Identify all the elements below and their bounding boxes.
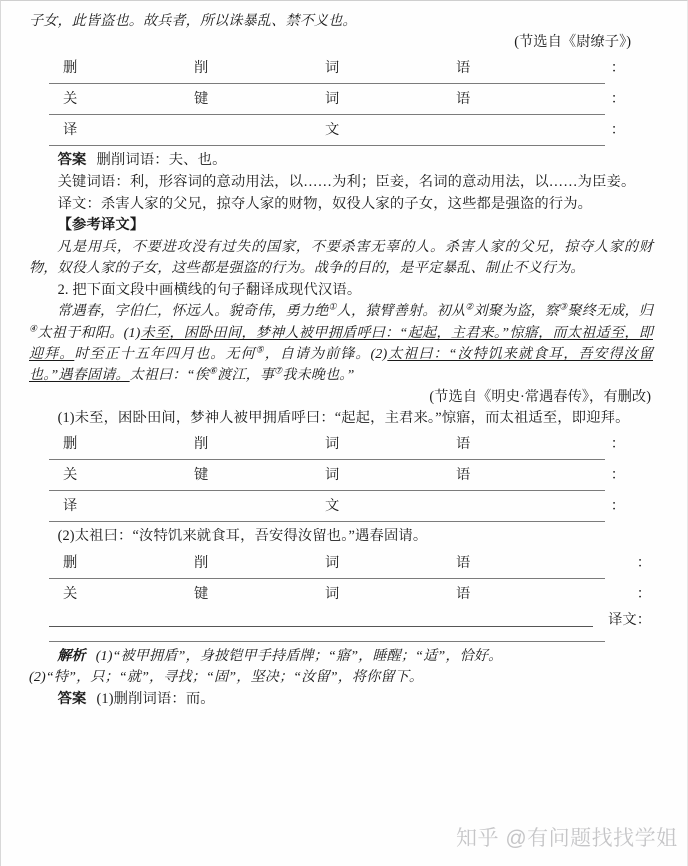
analysis-line-2: (2)“特”，只；“就”，寻找；“固”，坚决；“汝留”，将你留下。 [29, 669, 424, 686]
question-2-prompt [29, 280, 653, 302]
sub-1-text: 未至，困卧田间，梦神人被甲拥盾呼曰：“起起，主君来。”惊寤，而太祖适至，即迎拜。 [74, 409, 630, 426]
source-citation-1: (节选自《尉缭子》) [514, 34, 631, 51]
answer-blank-table-1 [29, 53, 653, 146]
cell-label: 词 [325, 436, 340, 453]
analysis-line-1: (1)“被甲拥盾”，身披铠甲手持盾牌；“寤”，睡醒；“适”，恰好。 [95, 648, 503, 664]
cell-label: 译 [63, 122, 78, 139]
cell-label: 关 [63, 586, 78, 602]
cell-label: 语 [456, 60, 471, 77]
table-row [29, 429, 653, 459]
passage-segment: 聚终无成，归 [567, 303, 654, 320]
cell-label [456, 495, 556, 515]
answer-2-block [29, 689, 653, 711]
sub-2-text: 太祖曰：“汝特饥来就食耳，吾安得汝留也。”遇春固请。 [74, 528, 428, 545]
cell-label: 删 [63, 555, 78, 571]
answer-1-block [29, 150, 653, 172]
sub-2-marker: (2) [57, 528, 75, 545]
analysis-label: 解析 [57, 648, 86, 664]
answer-label: 答案 [57, 690, 87, 707]
passage-segment: 太祖于和阳。 [37, 324, 124, 341]
passage-segment: 渡江，事 [217, 367, 275, 384]
cell-label: 译 [63, 498, 78, 515]
answer-label: 答案 [57, 152, 87, 169]
footnote-marker-2: ② [465, 301, 474, 312]
cell-label: 语 [456, 586, 471, 602]
answer-2-line-1: (1)删削词语：而。 [96, 690, 215, 707]
translation-underline [49, 626, 593, 627]
cell-label: 语 [456, 555, 471, 571]
cell-label: 语 [456, 467, 471, 484]
footnote-marker-1: ① [328, 301, 337, 312]
answer-blank-table-2 [29, 429, 653, 522]
cell-label: 删 [63, 436, 78, 453]
table-row [29, 491, 653, 521]
answer-1-line-2: 关键词语：利，形容词的意动用法，以……为利；臣妾，名词的意动用法，以……为臣妾。 [57, 174, 636, 190]
translation-label: 译文： [608, 612, 651, 628]
table-row [29, 548, 653, 578]
cell-label: 词 [325, 60, 340, 77]
colon-mark: ： [610, 467, 625, 484]
cell-label: 词 [325, 467, 340, 484]
question-2-number: 2. [57, 281, 69, 298]
cell-label: 键 [194, 91, 209, 108]
cell-label: 删 [63, 60, 78, 77]
zhihu-watermark: 知乎 @有问题找找学姐 [456, 827, 678, 850]
reference-translation-heading: 【参考译文】 [57, 217, 145, 234]
passage-segment: 人，猿臂善射。初从 [336, 303, 466, 320]
cell-label [456, 119, 556, 139]
cell-label: 词 [325, 555, 340, 571]
footnote-marker-3: ③ [559, 301, 568, 312]
table-row [29, 84, 653, 114]
reference-translation-body: 凡是用兵，不要进攻没有过失的国家，不要杀害无辜的人。杀害人家的父兄，掠夺人家的财物，奴役人家的子女，这些都是强盗的行为。战争的目的，是平定暴乱、制止不义行为。 [29, 238, 653, 277]
underlined-sentence-2: 太祖曰：“汝特饥来就食耳，吾安得汝留也。”遇春固请。 [29, 346, 653, 384]
cell-label: 键 [194, 586, 209, 602]
underlined-sentence-1: 未至，困卧田间，梦神人被甲拥盾呼曰：“起起，主君来。”惊寤，而太祖适至，即迎拜。 [29, 324, 653, 362]
cell-label: 语 [456, 91, 471, 108]
cell-label: 词 [325, 91, 340, 108]
page-content [29, 11, 653, 710]
cell-label: 语 [456, 436, 471, 453]
footnote-marker-5: ⑤ [255, 344, 265, 355]
cell-label: 关 [63, 467, 78, 484]
colon-mark: ： [610, 122, 625, 139]
sentence-marker-1: (1) [123, 324, 141, 341]
cell-label: 键 [194, 467, 209, 484]
sub-question-1 [29, 408, 653, 430]
cell-label: 削 [194, 555, 209, 571]
colon-mark: ： [636, 555, 651, 571]
colon-mark: ： [610, 60, 625, 77]
cell-label: 削 [194, 436, 209, 453]
table-row [29, 579, 653, 609]
footnote-marker-7: ⑦ [274, 365, 283, 376]
cell-label [194, 495, 325, 515]
footnote-marker-6: ⑥ [208, 365, 218, 376]
sub-question-2 [29, 526, 653, 548]
table-row [29, 460, 653, 490]
colon-mark: ： [610, 91, 625, 108]
colon-mark: ： [610, 436, 625, 453]
sub-1-marker: (1) [57, 409, 75, 426]
passage-segment: 刘聚为盗，察 [473, 303, 560, 320]
cell-label: 关 [63, 91, 78, 108]
footnote-marker-4: ④ [29, 322, 38, 333]
analysis-block [29, 646, 653, 667]
answer-1-line-3: 译文：杀害人家的父兄，掠夺人家的财物，奴役人家的子女，这些都是强盗的行为。 [57, 195, 593, 212]
question-2-prompt-text: 把下面文段中画横线的句子翻译成现代汉语。 [72, 281, 362, 298]
passage-segment: ，自请为前锋。 [264, 346, 371, 362]
passage-segment: 太祖曰：“俟 [129, 367, 209, 384]
cell-label: 文 [325, 498, 340, 515]
translation-blank-row [29, 609, 653, 633]
cell-label: 文 [325, 122, 340, 139]
table-row [29, 53, 653, 83]
passage-segment: 时至正十五年四月也。无何 [74, 346, 256, 362]
source-citation-2: (节选自《明史·常遇春传》，有删改) [429, 388, 651, 405]
table-row [29, 115, 653, 145]
cell-label: 削 [194, 60, 209, 77]
cell-label [194, 119, 325, 139]
passage-segment: 我未晚也。” [282, 367, 355, 384]
cell-label: 词 [325, 586, 340, 602]
question-2-passage [29, 301, 653, 387]
colon-mark: ： [610, 498, 625, 515]
answer-blank-table-3 [29, 548, 653, 642]
colon-mark: ： [636, 586, 651, 602]
passage-1-tail: 子女，此皆盗也。故兵者，所以诛暴乱、禁不义也。 [29, 13, 357, 29]
passage-segment: 常遇春，字伯仁，怀远人。貌奇伟，勇力绝 [57, 303, 329, 320]
sentence-marker-2: (2) [370, 346, 388, 362]
answer-1-line-1: 删削词语：夫、也。 [96, 152, 227, 169]
